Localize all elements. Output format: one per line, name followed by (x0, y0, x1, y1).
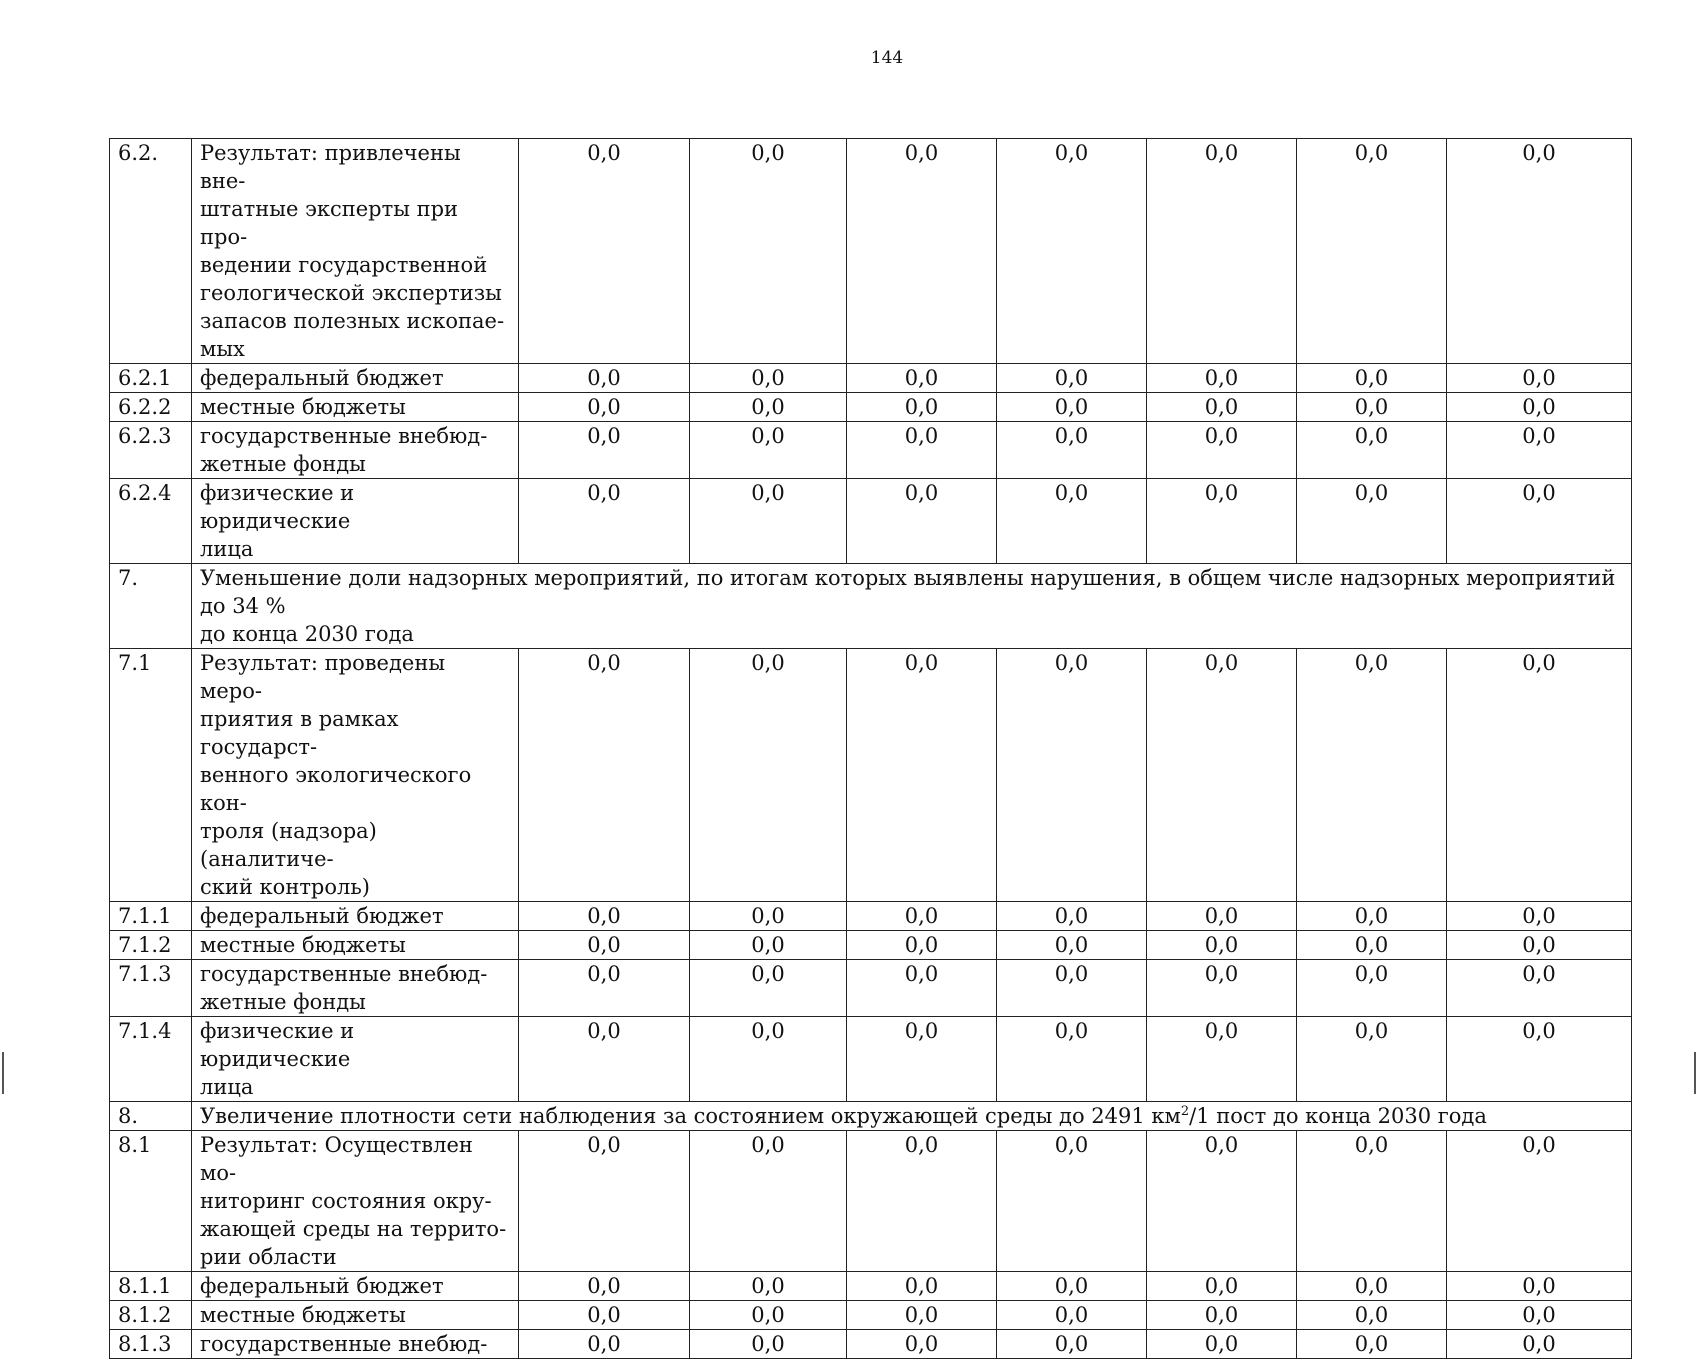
value-cell: 0,0 (997, 931, 1147, 960)
value-cell: 0,0 (690, 1301, 847, 1330)
row-description: местные бюджеты (192, 1301, 519, 1330)
table-row (110, 649, 1632, 902)
row-description: местные бюджеты (192, 393, 519, 422)
value-cell: 0,0 (1297, 902, 1447, 931)
value-cell: 0,0 (997, 1017, 1147, 1102)
value-cell: 0,0 (690, 393, 847, 422)
value-cell: 0,0 (1447, 479, 1632, 564)
table-row (110, 960, 1632, 1017)
row-number: 7.1.4 (110, 1017, 192, 1102)
row-description: местные бюджеты (192, 931, 519, 960)
row-number: 8.1.3 (110, 1330, 192, 1359)
value-cell: 0,0 (1147, 1330, 1297, 1359)
row-number: 6.2.3 (110, 422, 192, 479)
value-cell: 0,0 (519, 1301, 690, 1330)
table-row (110, 393, 1632, 422)
section-row (110, 564, 1632, 649)
row-number: 6.2.2 (110, 393, 192, 422)
value-cell: 0,0 (519, 649, 690, 902)
value-cell: 0,0 (690, 902, 847, 931)
value-cell: 0,0 (519, 422, 690, 479)
row-description: государственные внебюд- жетные фонды (192, 422, 519, 479)
value-cell: 0,0 (997, 1272, 1147, 1301)
value-cell: 0,0 (1297, 960, 1447, 1017)
value-cell: 0,0 (1297, 479, 1447, 564)
value-cell: 0,0 (1297, 649, 1447, 902)
value-cell: 0,0 (997, 364, 1147, 393)
value-cell: 0,0 (1447, 393, 1632, 422)
table-row (110, 139, 1632, 364)
superscript: 2 (1180, 1104, 1190, 1119)
value-cell: 0,0 (1447, 1301, 1632, 1330)
value-cell: 0,0 (1447, 364, 1632, 393)
table-row (110, 1330, 1632, 1359)
value-cell: 0,0 (1147, 931, 1297, 960)
row-number: 7.1.1 (110, 902, 192, 931)
row-description: Результат: привлечены вне- штатные эксперты при про- ведении государственной геологической экспертизы запасов полезных ископае- мых (192, 139, 519, 364)
value-cell: 0,0 (690, 1330, 847, 1359)
value-cell: 0,0 (997, 422, 1147, 479)
value-cell: 0,0 (690, 960, 847, 1017)
value-cell: 0,0 (1297, 1301, 1447, 1330)
value-cell: 0,0 (690, 1131, 847, 1272)
value-cell: 0,0 (997, 960, 1147, 1017)
row-number: 8. (110, 1102, 192, 1131)
value-cell: 0,0 (519, 479, 690, 564)
value-cell: 0,0 (847, 364, 997, 393)
row-description: Результат: Осуществлен мо- ниторинг состояния окру- жающей среды на террито- рии области (192, 1131, 519, 1272)
row-description: федеральный бюджет (192, 1272, 519, 1301)
value-cell: 0,0 (1447, 902, 1632, 931)
value-cell: 0,0 (690, 139, 847, 364)
value-cell: 0,0 (1447, 1131, 1632, 1272)
value-cell: 0,0 (1447, 960, 1632, 1017)
table-row (110, 931, 1632, 960)
value-cell: 0,0 (847, 393, 997, 422)
row-number: 7.1.3 (110, 960, 192, 1017)
value-cell: 0,0 (847, 1272, 997, 1301)
table-row (110, 364, 1632, 393)
value-cell: 0,0 (847, 649, 997, 902)
value-cell: 0,0 (997, 393, 1147, 422)
value-cell: 0,0 (519, 364, 690, 393)
table-row (110, 1017, 1632, 1102)
value-cell: 0,0 (847, 960, 997, 1017)
value-cell: 0,0 (1297, 422, 1447, 479)
table-row (110, 1131, 1632, 1272)
table-row (110, 422, 1632, 479)
value-cell: 0,0 (519, 931, 690, 960)
value-cell: 0,0 (519, 1017, 690, 1102)
table-row (110, 1301, 1632, 1330)
value-cell: 0,0 (690, 649, 847, 902)
value-cell: 0,0 (847, 1131, 997, 1272)
row-number: 7. (110, 564, 192, 649)
scan-edge-mark (1694, 1052, 1696, 1094)
value-cell: 0,0 (1447, 139, 1632, 364)
value-cell: 0,0 (1147, 902, 1297, 931)
value-cell: 0,0 (1147, 393, 1297, 422)
row-number: 6.2. (110, 139, 192, 364)
row-number: 6.2.1 (110, 364, 192, 393)
value-cell: 0,0 (847, 139, 997, 364)
value-cell: 0,0 (690, 1272, 847, 1301)
value-cell: 0,0 (1447, 1330, 1632, 1359)
value-cell: 0,0 (1297, 393, 1447, 422)
value-cell: 0,0 (690, 479, 847, 564)
table-row (110, 902, 1632, 931)
value-cell: 0,0 (1447, 1272, 1632, 1301)
value-cell: 0,0 (690, 931, 847, 960)
table-row (110, 1272, 1632, 1301)
value-cell: 0,0 (997, 1330, 1147, 1359)
value-cell: 0,0 (1447, 931, 1632, 960)
row-number: 6.2.4 (110, 479, 192, 564)
value-cell: 0,0 (1447, 1017, 1632, 1102)
section-title (192, 1102, 1632, 1131)
value-cell: 0,0 (519, 393, 690, 422)
value-cell: 0,0 (1297, 364, 1447, 393)
value-cell: 0,0 (997, 649, 1147, 902)
value-cell: 0,0 (1147, 364, 1297, 393)
row-description: государственные внебюд- жетные фонды (192, 960, 519, 1017)
value-cell: 0,0 (1297, 1272, 1447, 1301)
value-cell: 0,0 (997, 902, 1147, 931)
value-cell: 0,0 (847, 479, 997, 564)
value-cell: 0,0 (519, 1330, 690, 1359)
value-cell: 0,0 (997, 479, 1147, 564)
row-description: физические и юридические лица (192, 1017, 519, 1102)
row-description: государственные внебюд- (192, 1330, 519, 1359)
value-cell: 0,0 (519, 139, 690, 364)
section-title-text: Увеличение плотности сети наблюдения за состоянием окружающей среды до 2491 км (200, 1104, 1181, 1128)
section-row (110, 1102, 1632, 1131)
row-number: 7.1.2 (110, 931, 192, 960)
value-cell: 0,0 (1147, 649, 1297, 902)
value-cell: 0,0 (519, 1272, 690, 1301)
value-cell: 0,0 (1297, 1330, 1447, 1359)
row-number: 7.1 (110, 649, 192, 902)
value-cell: 0,0 (1147, 1131, 1297, 1272)
value-cell: 0,0 (847, 931, 997, 960)
value-cell: 0,0 (690, 364, 847, 393)
value-cell: 0,0 (690, 422, 847, 479)
section-title-text: /1 пост до конца 2030 года (1189, 1104, 1487, 1128)
value-cell: 0,0 (1297, 1131, 1447, 1272)
value-cell: 0,0 (1147, 479, 1297, 564)
value-cell: 0,0 (997, 139, 1147, 364)
row-description: федеральный бюджет (192, 902, 519, 931)
value-cell: 0,0 (519, 1131, 690, 1272)
value-cell: 0,0 (847, 1330, 997, 1359)
row-number: 8.1.1 (110, 1272, 192, 1301)
value-cell: 0,0 (847, 1301, 997, 1330)
row-description: федеральный бюджет (192, 364, 519, 393)
value-cell: 0,0 (847, 1017, 997, 1102)
row-description: физические и юридические лица (192, 479, 519, 564)
value-cell: 0,0 (1147, 139, 1297, 364)
value-cell: 0,0 (1297, 931, 1447, 960)
row-number: 8.1.2 (110, 1301, 192, 1330)
value-cell: 0,0 (690, 1017, 847, 1102)
value-cell: 0,0 (847, 422, 997, 479)
value-cell: 0,0 (519, 902, 690, 931)
value-cell: 0,0 (1297, 139, 1447, 364)
value-cell: 0,0 (1147, 1272, 1297, 1301)
row-description: Результат: проведены меро- приятия в рамках государст- венного экологического кон- троля (надзора) (аналитиче- ский контроль) (192, 649, 519, 902)
value-cell: 0,0 (1147, 960, 1297, 1017)
section-title: Уменьшение доли надзорных мероприятий, по итогам которых выявлены нарушения, в общем числе надзорных мероприятий до 34 % до конца 2030 года (192, 564, 1632, 649)
value-cell: 0,0 (847, 902, 997, 931)
value-cell: 0,0 (1297, 1017, 1447, 1102)
value-cell: 0,0 (1147, 1301, 1297, 1330)
value-cell: 0,0 (1447, 649, 1632, 902)
page-number: 144 (870, 48, 904, 68)
value-cell: 0,0 (1447, 422, 1632, 479)
value-cell: 0,0 (997, 1301, 1147, 1330)
table-row (110, 479, 1632, 564)
budget-table (109, 138, 1632, 1359)
value-cell: 0,0 (1147, 1017, 1297, 1102)
value-cell: 0,0 (519, 960, 690, 1017)
row-number: 8.1 (110, 1131, 192, 1272)
scan-edge-mark (2, 1052, 4, 1094)
value-cell: 0,0 (1147, 422, 1297, 479)
value-cell: 0,0 (997, 1131, 1147, 1272)
